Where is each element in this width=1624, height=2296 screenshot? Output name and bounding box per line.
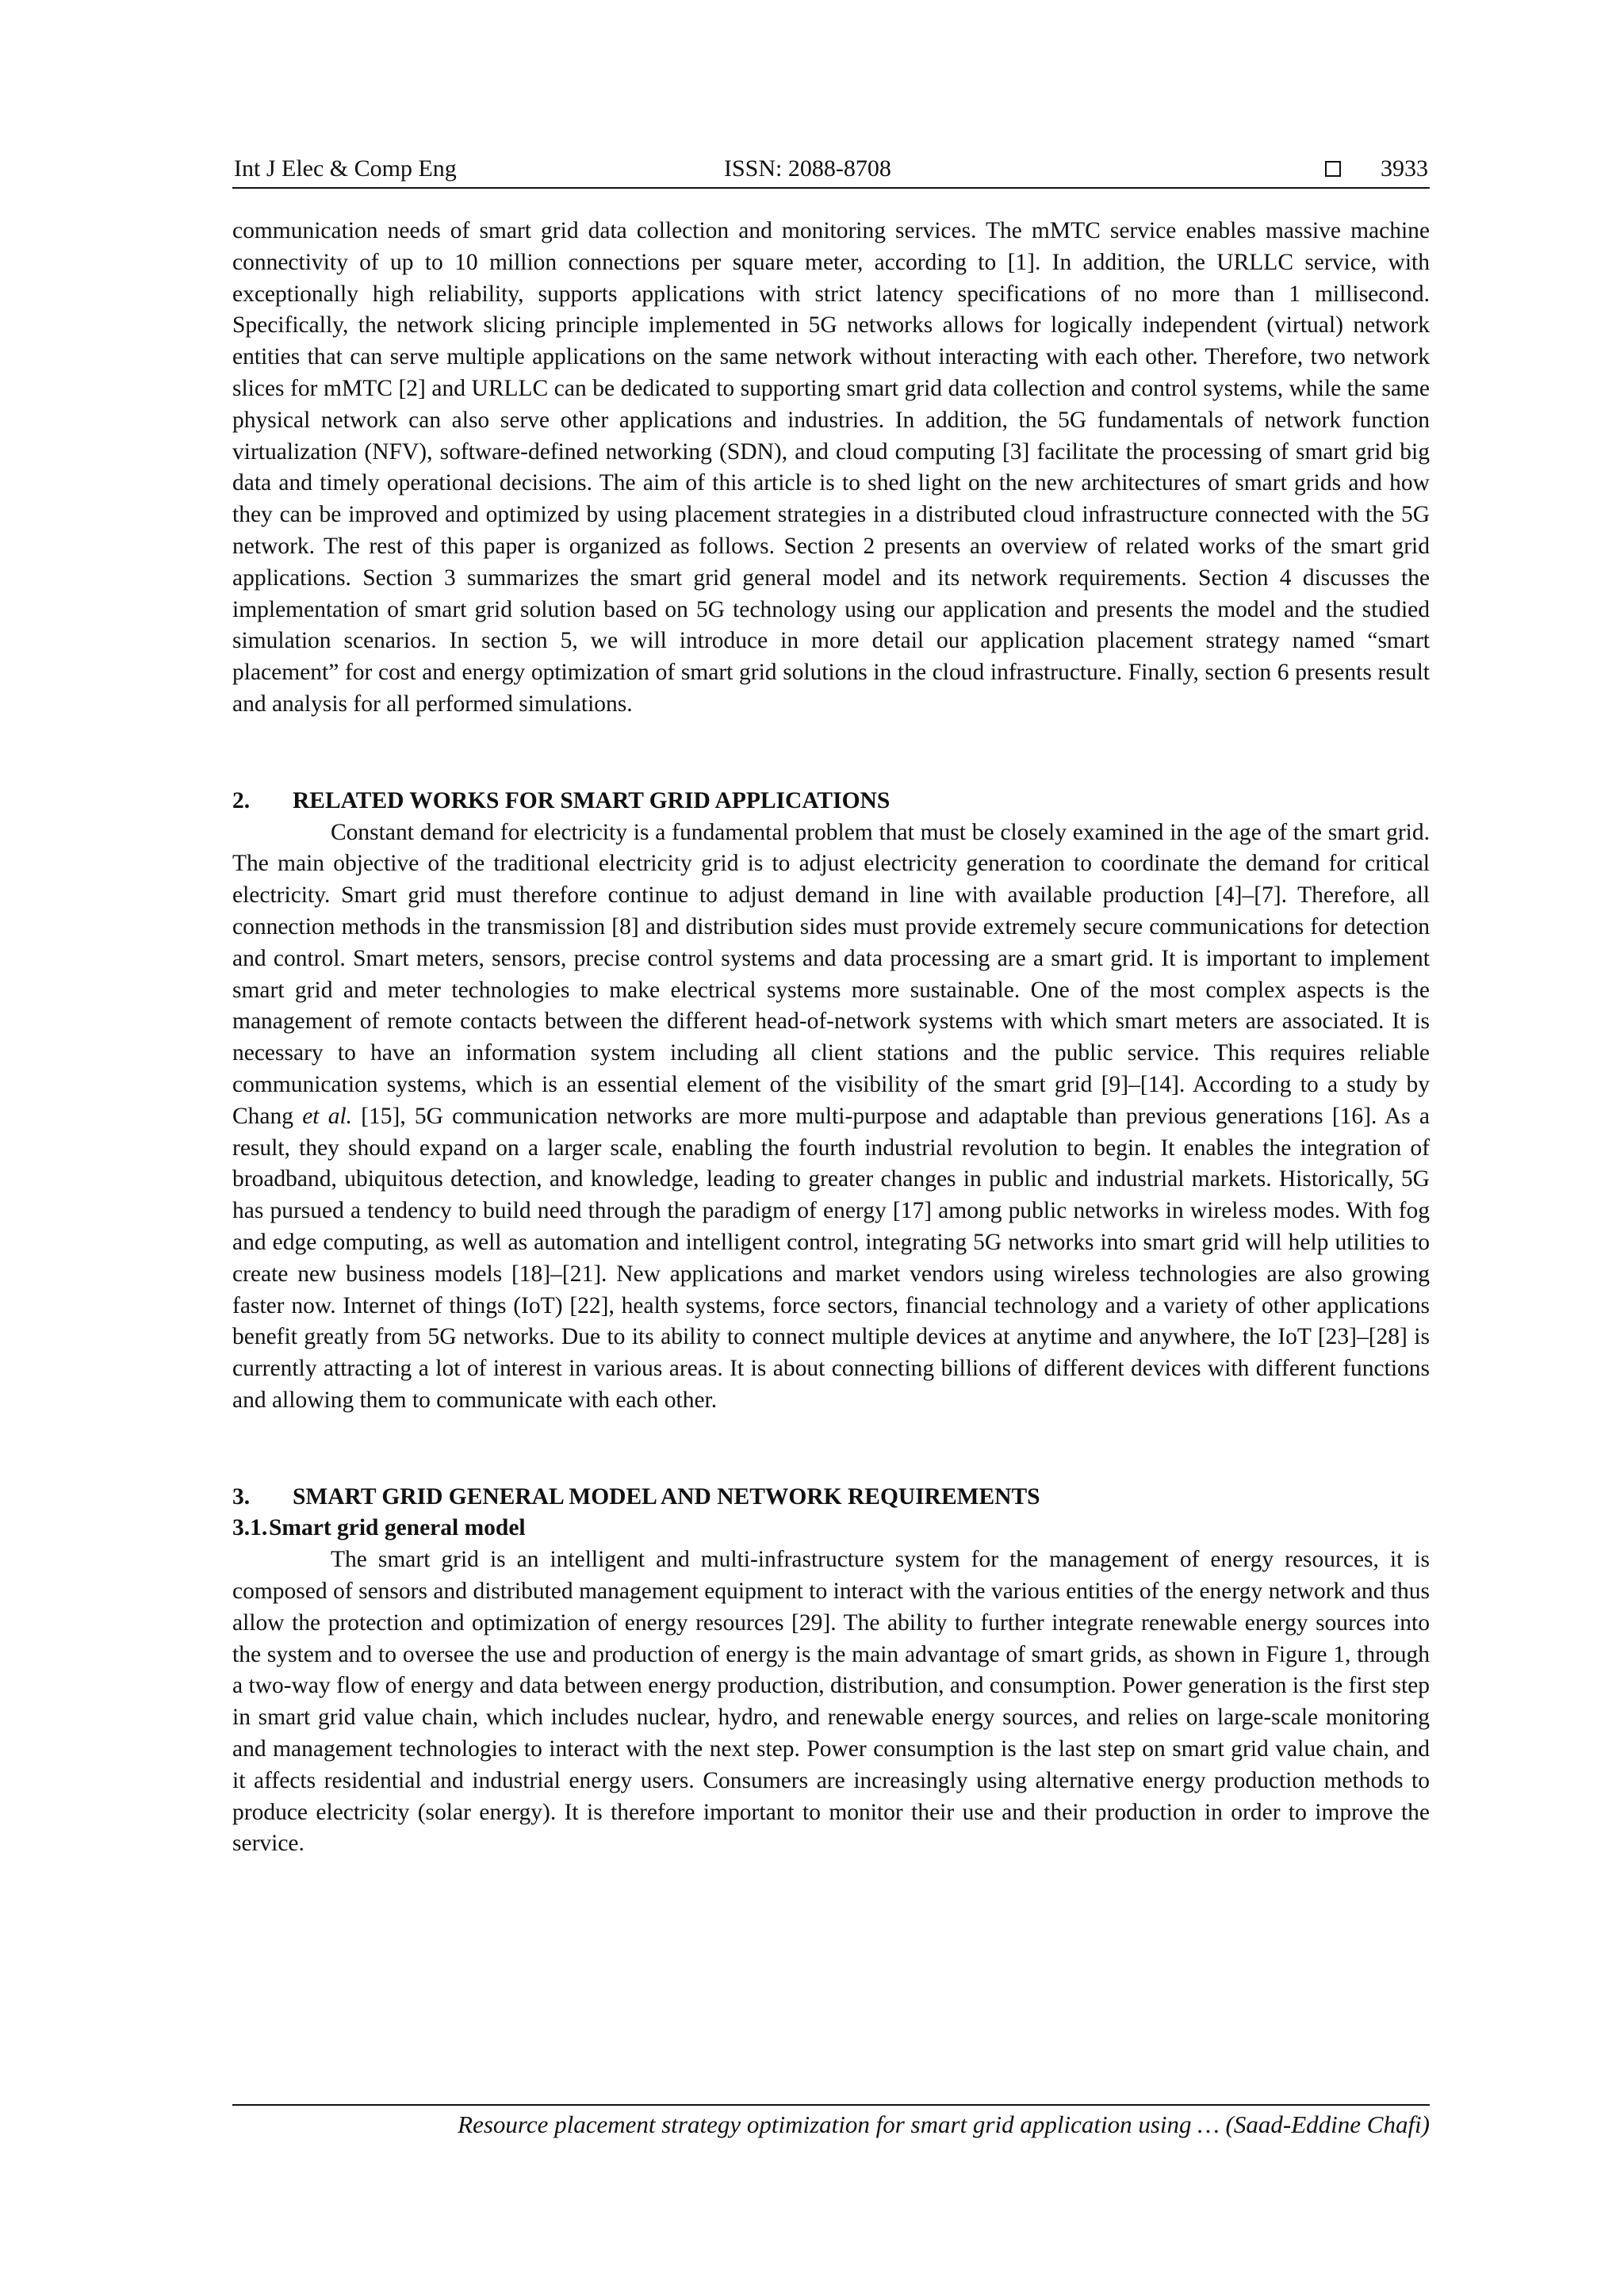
section-3-title: SMART GRID GENERAL MODEL AND NETWORK REQUIREMENTS [293,1483,1040,1510]
section-2-number: 2. [232,787,251,813]
section-3-heading [232,1482,1430,1513]
subsection-3-1-number: 3.1. [232,1515,268,1541]
running-title: Resource placement strategy optimization for smart grid application using … (Saad-Eddine Chafi) [458,2110,1430,2138]
intro-paragraph: communication needs of smart grid data collection and monitoring services. The mMTC service enables massive machine connectivity of up to 10 million connections per square meter, according to [1]. In addition, the URLLC service, with exceptionally high reliability, supports applications with strict latency specifications of no more than 1 millisecond. Specifically, the network slicing principle implemented in 5G networks allows for logically independent (virtual) network entities that can serve multiple applications on the same network without interacting with each other. Therefore, two network slices for mMTC [2] and URLLC can be dedicated to supporting smart grid data collection and control systems, while the same physical network can also serve other applications and industries. In addition, the 5G fundamentals of network function virtualization (NFV), software-defined networking (SDN), and cloud computing [3] facilitate the processing of smart grid big data and timely operational decisions. The aim of this article is to shed light on the new architectures of smart grids and how they can be improved and optimized by using placement strategies in a distributed cloud infrastructure connected with the 5G network. The rest of this paper is organized as follows. Section 2 presents an overview of related works of the smart grid applications. Section 3 summarizes the smart grid general model and its network requirements. Section 4 discusses the implementation of smart grid solution based on 5G technology using our application and presents the model and the studied simulation scenarios. In section 5, we will introduce in more detail our application placement strategy named “smart placement” for cost and energy optimization of smart grid solutions in the cloud infrastructure. Finally, section 6 presents result and analysis for all performed simulations. [232,218,1430,717]
header-rule [232,187,1430,189]
section-2-paragraph [232,817,1430,1417]
section-2-heading [232,786,1430,817]
section-2-title: RELATED WORKS FOR SMART GRID APPLICATIONS [293,787,891,813]
page-number-group [1325,151,1428,187]
section-2-text-b: [15], 5G communication networks are more multi-purpose and adaptable than previous generations [16]. As a result, they should expand on a larger scale, enabling the fourth industrial revolution to begin. It enables the integration of broadband, ubiquitous detection, and knowledge, leading to greater changes in public and industrial markets. Historically, 5G has pursued a tendency to build need through the paradigm of energy [17] among public networks in wireless modes. With fog and edge computing, as well as automation and intelligent control, integrating 5G networks into smart grid will help utilities to create new business models [18]–[21]. New applications and market vendors using wireless technologies are also growing faster now. Internet of things (IoT) [22], health systems, force sectors, financial technology and a variety of other applications benefit greatly from 5G networks. Due to its ability to connect multiple devices at anytime and anywhere, the IoT [23]–[28] is currently attracting a lot of interest in various areas. It is about connecting billions of different devices with different functions and allowing them to communicate with each other. [232,1103,1430,1413]
page [232,151,1430,1857]
section-2-text-a: Constant demand for electricity is a fundamental problem that must be closely examined in the age of the smart grid. The main objective of the traditional electricity grid is to adjust electricity generation to coordinate the demand for critical electricity. Smart grid must therefore continue to adjust demand in line with available production [4]–[7]. Therefore, all connection methods in the transmission [8] and distribution sides must provide extremely secure communications for detection and control. Smart meters, sensors, precise control systems and data processing are a smart grid. It is important to implement smart grid and meter technologies to make electrical systems more sustainable. One of the most complex aspects is the management of remote contacts between the different head-of-network systems with which smart meters are associated. It is necessary to have an information system including all client stations and the public service. This requires reliable communication systems, which is an essential element of the visibility of the smart grid [9]–[14]. According to a study by Chang [232,819,1430,1129]
subsection-3-1-title: Smart grid general model [269,1515,526,1541]
section-gap [232,1417,1430,1482]
page-number: 3933 [1381,155,1428,182]
section-3-number: 3. [232,1483,251,1510]
subsection-3-1-heading [232,1513,1430,1544]
page-footer [232,2104,1430,2142]
body-content [232,216,1430,1860]
section-3-paragraph: The smart grid is an intelligent and multi-infrastructure system for the management of energy resources, it is composed of sensors and distributed management equipment to interact with the various entities of the energy network and thus allow the protection and optimization of energy resources [29]. The ability to further integrate renewable energy sources into the system and to oversee the use and production of energy is the main advantage of smart grids, as shown in Figure 1, through a two-way flow of energy and data between energy production, distribution, and consumption. Power generation is the first step in smart grid value chain, which includes nuclear, hydro, and renewable energy sources, and relies on large-scale monitoring and management technologies to interact with the next step. Power consumption is the last step on smart grid value chain, and it affects residential and industrial energy users. Consumers are increasingly using alternative energy production methods to produce electricity (solar energy). It is therefore important to monitor their use and their production in order to improve the service. [232,1547,1430,1857]
footer-rule [232,2104,1430,2106]
section-gap [232,721,1430,786]
section-2-italic: et al. [302,1103,353,1129]
square-box-icon [1325,161,1341,177]
journal-name: Int J Elec & Comp Eng [234,155,457,182]
page-header [232,151,1430,187]
issn: ISSN: 2088-8708 [724,155,891,182]
